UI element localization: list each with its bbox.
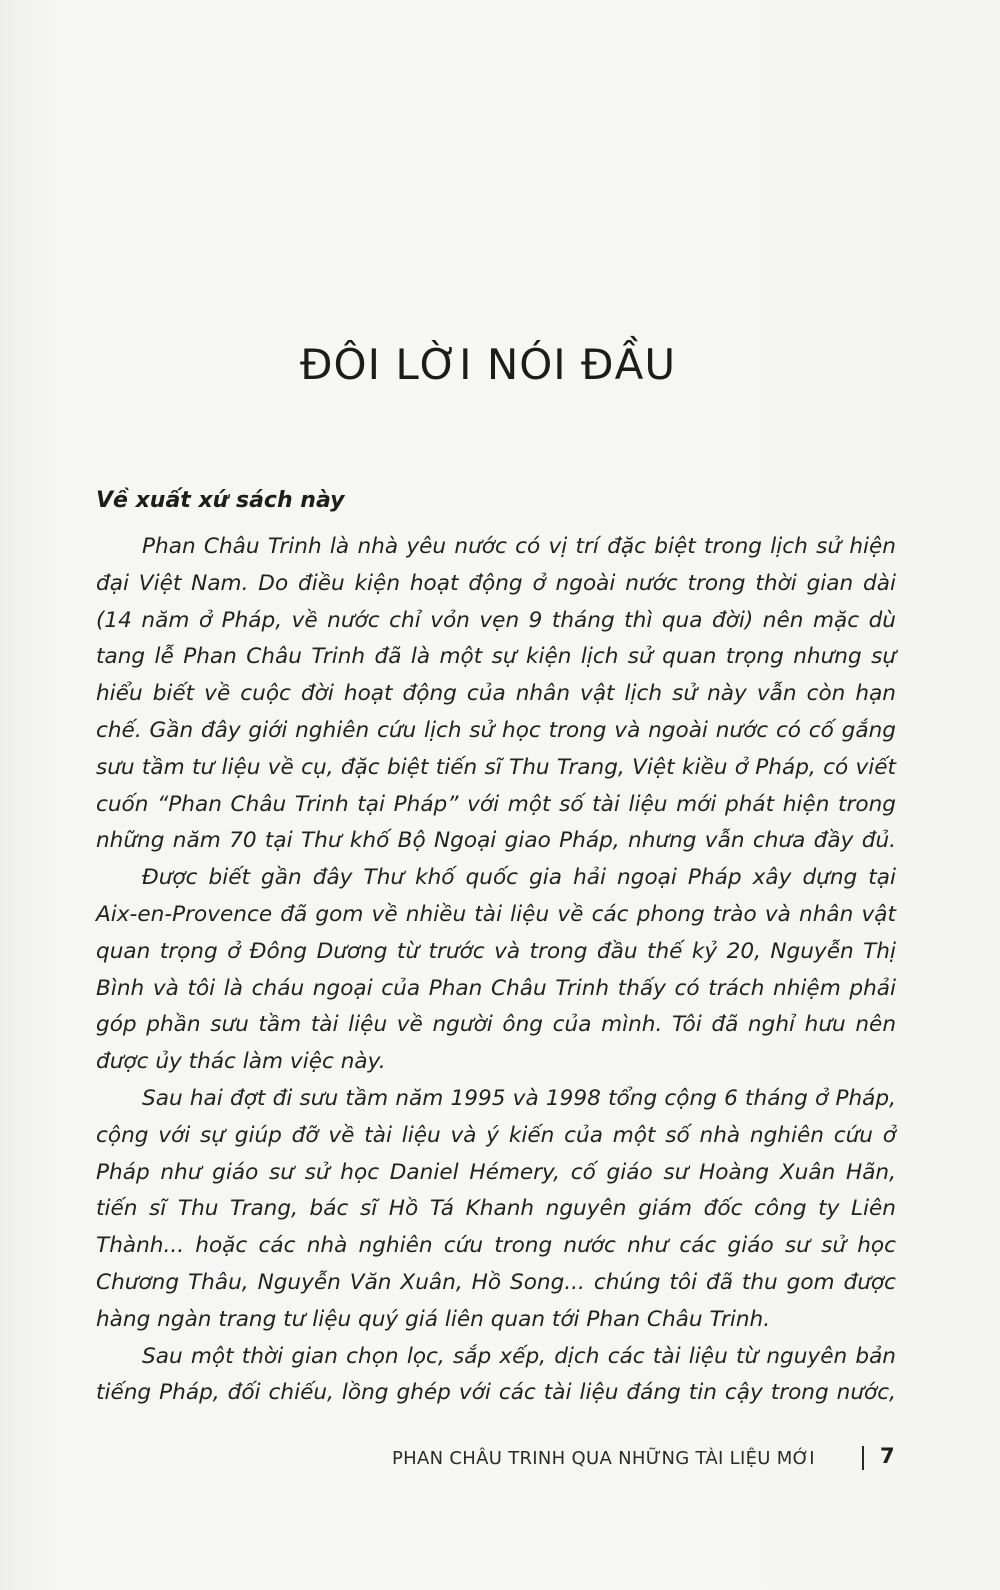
text-line: Phan Châu Trinh là nhà yêu nước có vị trí đặc biệt trong lịch sử hiện [142, 534, 896, 559]
text-line: tang lễ Phan Châu Trinh đã là một sự kiện lịch sử quan trọng nhưng sự [96, 644, 896, 670]
text-line: góp phần sưu tầm tài liệu về người ông của mình. Tôi đã nghỉ hưu nên [96, 1012, 896, 1038]
text-line: Aix-en-Provence đã gom về nhiều tài liệu về các phong trào và nhân vật [96, 901, 896, 927]
text-line: Chương Thâu, Nguyễn Văn Xuân, Hồ Song... chúng tôi đã thu gom được [96, 1269, 896, 1295]
text-line: sưu tầm tư liệu về cụ, đặc biệt tiến sĩ Thu Trang, Việt kiều ở Pháp, có viết [96, 754, 896, 780]
running-footer: PHAN CHÂU TRINH QUA NHỮNG TÀI LIỆU MỚI [392, 1448, 815, 1469]
text-line: Bình và tôi là cháu ngoại của Phan Châu Trinh thấy có trách nhiệm phải [96, 975, 896, 1001]
text-line: cộng với sự giúp đỡ về tài liệu và ý kiến của một số nhà nghiên cứu ở [96, 1122, 896, 1148]
text-line: (14 năm ở Pháp, về nước chỉ vỏn vẹn 9 tháng thì qua đời) nên mặc dù [96, 607, 896, 633]
body-text [96, 529, 896, 1412]
text-line: Pháp như giáo sư sử học Daniel Hémery, cố giáo sư Hoàng Xuân Hãn, [96, 1159, 896, 1185]
page-number: 7 [880, 1444, 895, 1468]
text-line: hiểu biết về cuộc đời hoạt động của nhân vật lịch sử này vẫn còn hạn [96, 681, 896, 707]
text-line: Thành... hoặc các nhà nghiên cứu trong nước như các giáo sư sử học [96, 1233, 896, 1259]
text-line: tiến sĩ Thu Trang, bác sĩ Hồ Tá Khanh nguyên giám đốc công ty Liên [96, 1196, 896, 1222]
text-line: Sau một thời gian chọn lọc, sắp xếp, dịch các tài liệu từ nguyên bản [142, 1343, 896, 1369]
text-line: đại Việt Nam. Do điều kiện hoạt động ở ngoài nước trong thời gian dài [96, 570, 896, 596]
page-title: ĐÔI LỜI NÓI ĐẦU [300, 340, 677, 389]
section-heading: Về xuất xứ sách này [96, 488, 345, 513]
text-line: tiếng Pháp, đối chiếu, lồng ghép với các tài liệu đáng tin cậy trong nước, [96, 1380, 896, 1406]
text-line: được ủy thác làm việc này. [96, 1049, 386, 1075]
text-line: Được biết gần đây Thư khố quốc gia hải ngoại Pháp xây dựng tại [142, 865, 896, 891]
text-line: Sau hai đợt đi sưu tầm năm 1995 và 1998 tổng cộng 6 tháng ở Pháp, [142, 1085, 896, 1111]
footer-divider [862, 1446, 864, 1470]
text-line: cuốn “Phan Châu Trinh tại Pháp” với một số tài liệu mới phát hiện trong [96, 791, 896, 817]
text-line: những năm 70 tại Thư khố Bộ Ngoại giao Pháp, nhưng vẫn chưa đầy đủ. [96, 828, 896, 854]
text-line: chế. Gần đây giới nghiên cứu lịch sử học trong và ngoài nước có cố gắng [96, 717, 896, 743]
text-line: quan trọng ở Đông Dương từ trước và trong đầu thế kỷ 20, Nguyễn Thị [96, 938, 896, 964]
text-line: hàng ngàn trang tư liệu quý giá liên quan tới Phan Châu Trinh. [96, 1306, 771, 1332]
